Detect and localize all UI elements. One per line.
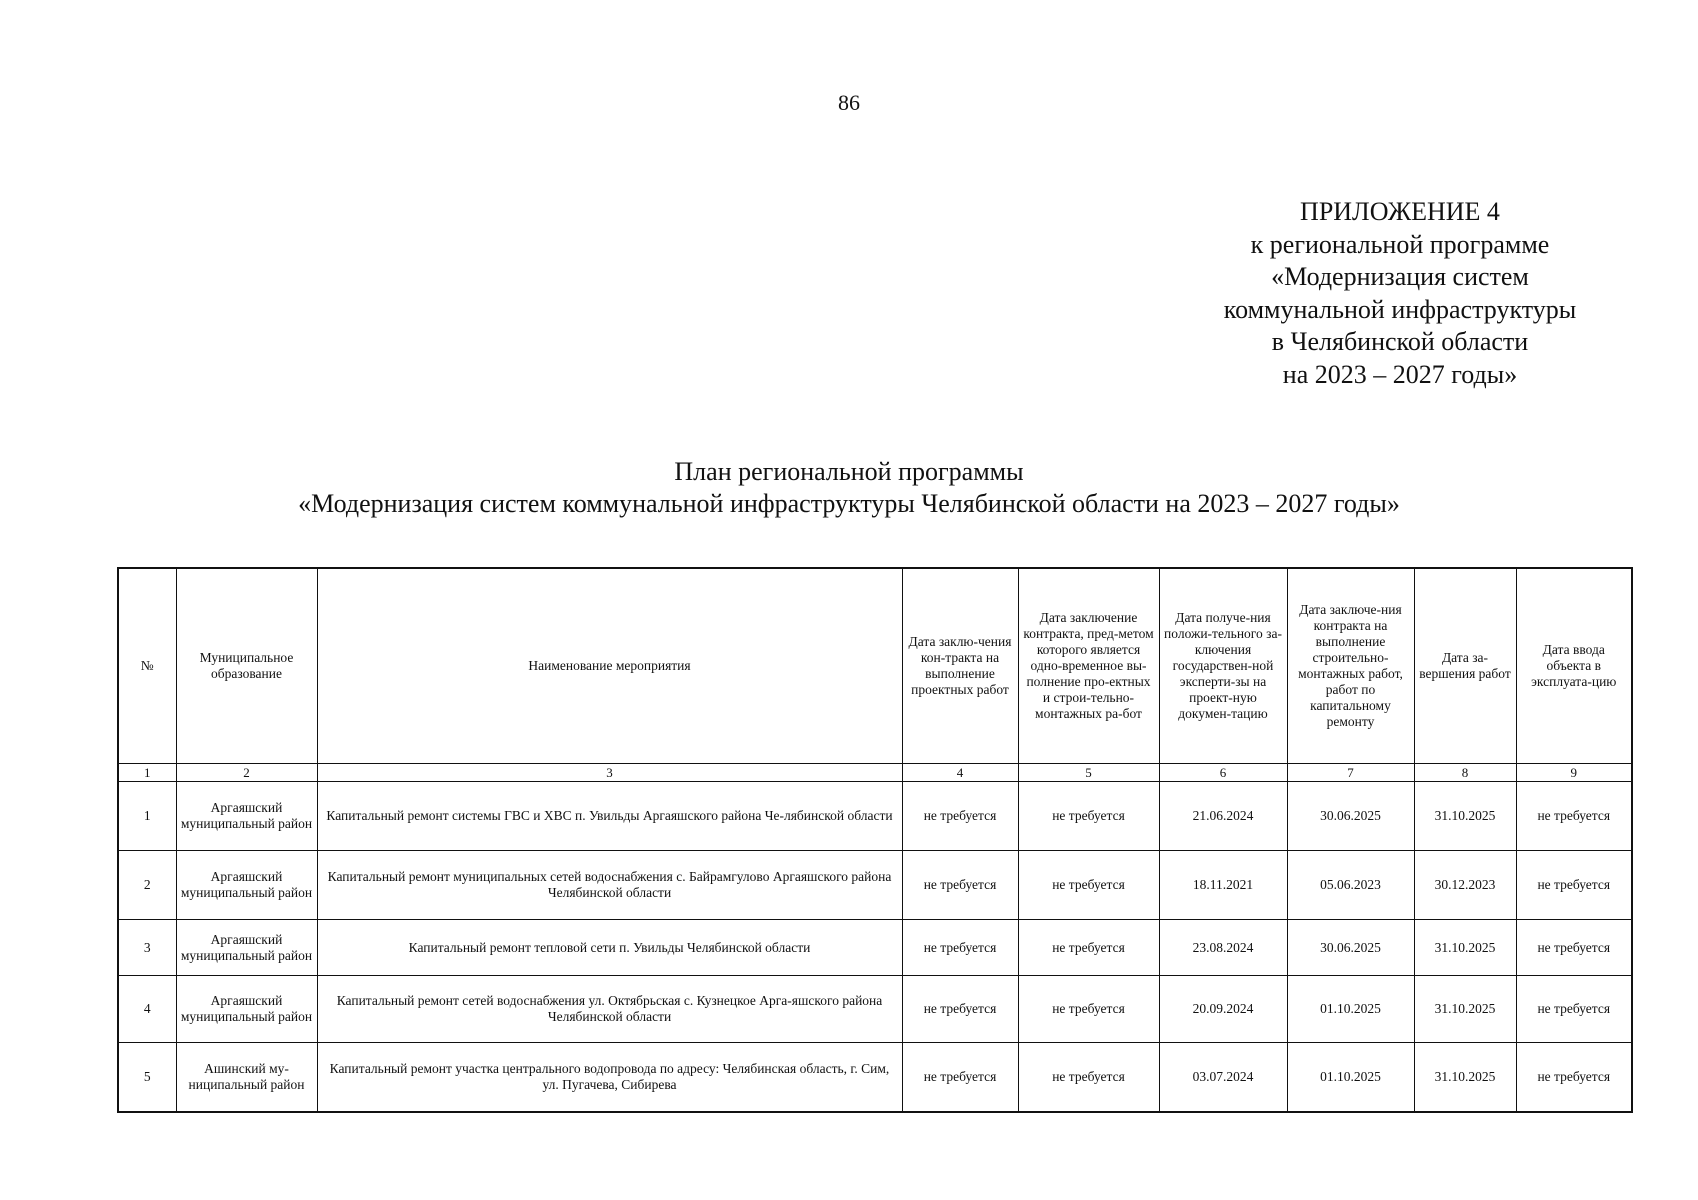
activity-cell: Капитальный ремонт тепловой сети п. Увильды Челябинской области: [317, 920, 902, 976]
date-cell: 31.10.2025: [1414, 920, 1516, 976]
appendix-line: в Челябинской области: [1271, 327, 1529, 356]
date-cell: 21.06.2024: [1159, 782, 1287, 851]
appendix-line: ПРИЛОЖЕНИЕ 4: [1300, 197, 1500, 226]
activity-cell: Капитальный ремонт сетей водоснабжения ул. Октябрьская с. Кузнецкое Арга-яшского района Челябинской области: [317, 976, 902, 1043]
header-cell: Наименование мероприятия: [317, 568, 902, 764]
date-cell: 18.11.2021: [1159, 851, 1287, 920]
date-cell: 31.10.2025: [1414, 976, 1516, 1043]
municipality-cell: Аргаяшский муниципальный район: [176, 920, 317, 976]
appendix-line: коммунальной инфраструктуры: [1223, 294, 1577, 324]
column-number: 4: [902, 764, 1018, 782]
row-number-cell: 5: [118, 1043, 176, 1112]
plan-table: [117, 567, 1633, 1113]
title-line-1: План региональной программы: [674, 457, 1024, 486]
activity-cell: Капитальный ремонт муниципальных сетей водоснабжения с. Байрамгулово Аргаяшского района Челябинской области: [317, 851, 902, 920]
appendix-line: к региональной программе: [1250, 229, 1550, 259]
date-cell: не требуется: [1516, 851, 1632, 920]
column-number: 2: [176, 764, 317, 782]
header-cell: Дата заклю-чения кон-тракта на выполнение проектных работ: [902, 568, 1018, 764]
header-row: [118, 568, 1632, 764]
activity-cell: Капитальный ремонт участка центрального водопровода по адресу: Челябинская область, г. Сим, ул. Пугачева, Сибирева: [317, 1043, 902, 1112]
column-number: 8: [1414, 764, 1516, 782]
date-cell: не требуется: [1516, 782, 1632, 851]
date-cell: не требуется: [1018, 782, 1159, 851]
municipality-cell: Ашинский му-ниципальный район: [176, 1043, 317, 1112]
header-cell: Дата получе-ния положи-тельного за-ключения государствен-ной эксперти-зы на проект-ную докумен-тацию: [1159, 568, 1287, 764]
municipality-cell: Аргаяшский муниципальный район: [176, 782, 317, 851]
column-number: 5: [1018, 764, 1159, 782]
table-row: [118, 851, 1632, 920]
header-cell: Муниципальное образование: [176, 568, 317, 764]
date-cell: 30.06.2025: [1287, 782, 1414, 851]
appendix-line: на 2023 – 2027 годы»: [1282, 359, 1518, 389]
document-title: [0, 456, 1698, 520]
date-cell: не требуется: [902, 976, 1018, 1043]
row-number-cell: 4: [118, 976, 176, 1043]
date-cell: 03.07.2024: [1159, 1043, 1287, 1112]
date-cell: не требуется: [1516, 976, 1632, 1043]
date-cell: 30.12.2023: [1414, 851, 1516, 920]
date-cell: не требуется: [1018, 976, 1159, 1043]
date-cell: не требуется: [902, 1043, 1018, 1112]
date-cell: не требуется: [1516, 920, 1632, 976]
date-cell: 31.10.2025: [1414, 782, 1516, 851]
column-number-row: [118, 764, 1632, 782]
date-cell: не требуется: [902, 782, 1018, 851]
column-number: 9: [1516, 764, 1632, 782]
date-cell: не требуется: [1018, 920, 1159, 976]
table-row: [118, 782, 1632, 851]
header-cell: Дата заключе-ния контракта на выполнение строительно-монтажных работ, работ по капитальному ремонту: [1287, 568, 1414, 764]
municipality-cell: Аргаяшский муниципальный район: [176, 851, 317, 920]
date-cell: не требуется: [1018, 1043, 1159, 1112]
table-row: [118, 976, 1632, 1043]
date-cell: 01.10.2025: [1287, 976, 1414, 1043]
date-cell: 05.06.2023: [1287, 851, 1414, 920]
column-number: 3: [317, 764, 902, 782]
page-number: 86: [838, 90, 860, 115]
date-cell: не требуется: [1018, 851, 1159, 920]
column-number: 6: [1159, 764, 1287, 782]
date-cell: 31.10.2025: [1414, 1043, 1516, 1112]
date-cell: не требуется: [902, 920, 1018, 976]
appendix-line: «Модернизация систем: [1271, 262, 1529, 291]
column-number: 7: [1287, 764, 1414, 782]
date-cell: 20.09.2024: [1159, 976, 1287, 1043]
date-cell: не требуется: [1516, 1043, 1632, 1112]
municipality-cell: Аргаяшский муниципальный район: [176, 976, 317, 1043]
row-number-cell: 3: [118, 920, 176, 976]
date-cell: не требуется: [902, 851, 1018, 920]
header-cell: Дата за-вершения работ: [1414, 568, 1516, 764]
row-number-cell: 2: [118, 851, 176, 920]
date-cell: 01.10.2025: [1287, 1043, 1414, 1112]
header-cell: Дата ввода объекта в эксплуата-цию: [1516, 568, 1632, 764]
header-cell: Дата заключение контракта, пред-метом которого является одно-временное вы-полнение про-ектных и строи-тельно-монтажных ра-бот: [1018, 568, 1159, 764]
column-number: 1: [118, 764, 176, 782]
date-cell: 23.08.2024: [1159, 920, 1287, 976]
table-row: [118, 920, 1632, 976]
date-cell: 30.06.2025: [1287, 920, 1414, 976]
title-line-2: «Модернизация систем коммунальной инфраструктуры Челябинской области на 2023 – 2027 годы»: [298, 489, 1400, 518]
row-number-cell: 1: [118, 782, 176, 851]
table-row: [118, 1043, 1632, 1112]
appendix-heading: [1180, 196, 1620, 391]
header-cell: №: [118, 568, 176, 764]
activity-cell: Капитальный ремонт системы ГВС и ХВС п. Увильды Аргаяшского района Че-лябинской области: [317, 782, 902, 851]
